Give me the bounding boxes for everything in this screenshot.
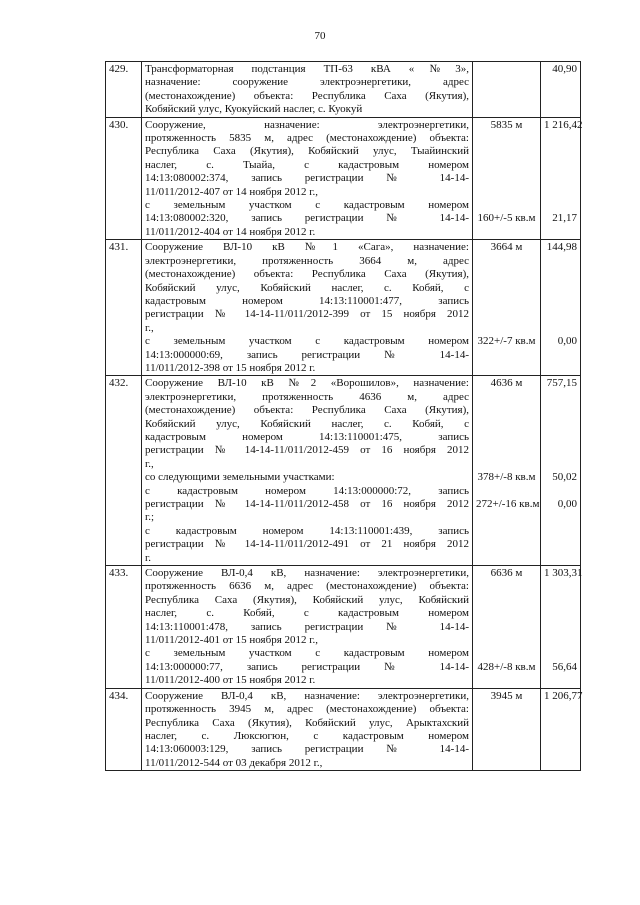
extent-value: [476, 431, 537, 444]
extent-value: [476, 172, 537, 185]
description-line: регистрации № 14-14-11/011/2012-459 от 16 ноября 2012: [145, 444, 469, 457]
cost-value: [544, 186, 577, 199]
extent-value: [476, 485, 537, 498]
extent-value: [476, 458, 537, 471]
table-row: [106, 688, 581, 770]
extent-value: [476, 607, 537, 620]
extent-value: [476, 730, 537, 743]
value-cell: [541, 117, 581, 240]
extent-value: [476, 743, 537, 756]
description-line: 11/011/2012-400 от 15 ноября 2012 г.: [145, 674, 316, 687]
description-line: Сооружение, назначение: электроэнергетики,: [145, 118, 469, 131]
extent-value: [476, 391, 537, 404]
cost-value: [544, 145, 577, 158]
cost-value: 1 216,42: [544, 118, 583, 131]
description-line: Республика Саха (Якутия), Кобяйский улус, Тыайинский: [145, 145, 469, 158]
extent-value: [476, 132, 537, 145]
row-number: 433.: [106, 566, 142, 689]
cost-value: 0,00: [557, 335, 577, 348]
description-line: Кобяйский улус, Куокуйский наслег, с. Куокуй: [145, 103, 363, 116]
cost-value: [544, 404, 577, 417]
description-line: регистрации № 14-14-11/011/2012-491 от 21 ноября 2012: [145, 538, 469, 551]
description-line: наслег, с. Тыайа, с кадастровым номером: [145, 158, 469, 171]
extent-value: [476, 295, 537, 308]
extent-value: [476, 717, 537, 730]
cost-value: [544, 647, 577, 660]
extent-value: [476, 404, 537, 417]
description-line: Сооружение ВЛ-0,4 кВ, назначение: электроэнергетики,: [145, 567, 469, 580]
extent-value: [476, 199, 537, 212]
description-line: (местонахождение) объекта: Республика Саха (Якутия),: [145, 89, 469, 102]
value-cell: [541, 62, 581, 118]
description-line: г.,: [145, 321, 154, 334]
cost-value: [544, 159, 577, 172]
description-line: 11/011/2012-544 от 03 декабря 2012 г.,: [145, 756, 323, 769]
extent-value: [476, 757, 537, 770]
cost-value: 0,00: [557, 498, 577, 510]
description-line: электроэнергетики, протяженность 4636 м, адрес: [145, 390, 469, 403]
extent-value: [476, 186, 537, 199]
description-line: г.,: [145, 457, 154, 470]
description-line: кадастровым номером 14:13:110001:477, запись: [145, 294, 469, 307]
cost-value: [544, 538, 577, 551]
object-description: [142, 62, 473, 118]
extent-value: [476, 552, 537, 565]
description-line: с земельным участком с кадастровым номером: [145, 647, 469, 660]
cost-value: [544, 458, 577, 471]
description-line: регистрации № 14-14-11/011/2012-458 от 16 ноября 2012: [145, 498, 469, 510]
extent-cell: [473, 566, 541, 689]
description-line: Трансформаторная подстанция ТП-63 кВА «№3»,: [145, 63, 469, 75]
cost-value: [544, 674, 577, 687]
table-row: [106, 62, 581, 118]
value-cell: [541, 688, 581, 770]
cost-value: 21,17: [552, 212, 577, 225]
cost-value: 50,02: [552, 471, 577, 484]
description-line: с кадастровым номером 14:13:000000:72, запись: [145, 484, 469, 497]
cost-value: [544, 703, 577, 716]
cost-value: [544, 295, 577, 308]
cost-value: [544, 607, 577, 620]
extent-value: [476, 268, 537, 281]
cost-value: [544, 485, 577, 498]
description-line: г.;: [145, 511, 155, 524]
extent-value: [476, 145, 537, 158]
description-line: с земельным участком с кадастровым номером: [145, 199, 469, 212]
object-description: [142, 566, 473, 689]
extent-value: 272+/-16 кв.м: [476, 498, 540, 510]
table-row: [106, 376, 581, 566]
cost-value: [544, 349, 577, 362]
extent-value: [476, 634, 537, 647]
row-number: 429.: [106, 62, 142, 118]
cost-value: [544, 391, 577, 404]
value-cell: [541, 240, 581, 376]
extent-value: 428+/-8 кв.м: [477, 660, 536, 673]
description-line: с кадастровым номером 14:13:110001:439, запись: [145, 524, 469, 537]
extent-cell: [473, 117, 541, 240]
extent-value: [476, 511, 537, 524]
description-line: (местонахождение) объекта: Республика Саха (Якутия),: [145, 404, 469, 417]
cost-value: [544, 634, 577, 647]
description-line: протяженность 3945 м, адрес (местонахождение) объекта:: [145, 703, 469, 716]
cost-value: 757,15: [546, 377, 577, 390]
row-number: 434.: [106, 688, 142, 770]
cost-value: [544, 525, 577, 538]
property-register-table: [105, 61, 581, 771]
cost-value: [544, 226, 577, 239]
cost-value: [544, 362, 577, 375]
description-line: 11/011/2012-401 от 15 ноября 2012 г.,: [145, 634, 319, 647]
cost-value: [544, 199, 577, 212]
description-line: Сооружение ВЛ-10 кВ №1 «Сага», назначение:: [145, 241, 469, 254]
cost-value: [544, 172, 577, 185]
object-description: [142, 117, 473, 240]
cost-value: [544, 322, 577, 335]
extent-value: 160+/-5 кв.м: [477, 212, 536, 225]
description-line: Сооружение ВЛ-10 кВ №2 «Ворошилов», назначение:: [145, 377, 469, 390]
extent-value: [476, 647, 537, 660]
extent-value: 322+/-7 кв.м: [477, 335, 536, 348]
extent-value: [476, 674, 537, 687]
cost-value: [544, 431, 577, 444]
cost-value: [544, 418, 577, 431]
extent-cell: [473, 62, 541, 118]
row-number: 432.: [106, 376, 142, 566]
table-row: [106, 240, 581, 376]
description-line: 11/011/2012-398 от 15 ноября 2012 г.: [145, 361, 316, 374]
object-description: [142, 688, 473, 770]
extent-cell: [473, 688, 541, 770]
cost-value: [544, 511, 577, 524]
cost-value: 1 206,77: [544, 689, 583, 702]
extent-value: [476, 255, 537, 268]
description-line: протяженность 6636 м, адрес (местонахождение) объекта:: [145, 580, 469, 593]
extent-value: [476, 418, 537, 431]
cost-value: [544, 444, 577, 457]
description-line: регистрации № 14-14-11/011/2012-399 от 15 ноября 2012: [145, 308, 469, 321]
extent-value: [476, 282, 537, 295]
extent-value: [476, 159, 537, 172]
description-line: наслег, с. Кобяй, с кадастровым номером: [145, 607, 469, 620]
description-line: Сооружение ВЛ-0,4 кВ, назначение: электроэнергетики,: [145, 689, 469, 702]
table-row: [106, 566, 581, 689]
cost-value: [544, 132, 577, 145]
row-number: 430.: [106, 117, 142, 240]
description-line: Республика Саха (Якутия), Кобяйский улус, Арыктахский: [145, 716, 469, 729]
value-cell: [541, 376, 581, 566]
extent-value: [476, 63, 537, 76]
cost-value: 144,98: [546, 241, 577, 254]
extent-value: [476, 580, 537, 593]
description-line: 11/011/2012-407 от 14 ноября 2012 г.,: [145, 185, 319, 198]
description-line: 14:13:110001:478, запись регистрации № 14-14-: [145, 620, 469, 633]
cost-value: [544, 743, 577, 756]
row-number: 431.: [106, 240, 142, 376]
extent-cell: [473, 376, 541, 566]
description-line: 14:13:080002:320, запись регистрации № 14-14-: [145, 212, 469, 225]
table-row: [106, 117, 581, 240]
extent-value: [476, 594, 537, 607]
description-line: наслег, с. Люксюгюн, с кадастровым номером: [145, 729, 469, 742]
extent-value: [476, 538, 537, 551]
extent-value: 5835 м: [490, 118, 523, 131]
cost-value: [544, 580, 577, 593]
description-line: 14:13:000000:69, запись регистрации № 14-14-: [145, 348, 469, 361]
description-line: Кобяйский улус, Кобяйский наслег, с. Кобяй, с: [145, 417, 469, 430]
extent-value: [476, 703, 537, 716]
description-line: электроэнергетики, протяженность 3664 м, адрес: [145, 254, 469, 267]
cost-value: [544, 552, 577, 565]
object-description: [142, 240, 473, 376]
cost-value: [544, 255, 577, 268]
extent-value: [476, 444, 537, 457]
extent-value: 3664 м: [490, 241, 523, 254]
description-line: 14:13:000000:77, запись регистрации № 14-14-: [145, 660, 469, 673]
extent-value: [476, 322, 537, 335]
extent-value: [476, 308, 537, 321]
extent-value: [476, 349, 537, 362]
cost-value: [544, 282, 577, 295]
register-table-body: [106, 62, 581, 771]
description-line: с земельным участком с кадастровым номером: [145, 335, 469, 348]
description-line: (местонахождение) объекта: Республика Саха (Якутия),: [145, 268, 469, 281]
cost-value: [544, 730, 577, 743]
description-line: 14:13:060003:129, запись регистрации № 14-14-: [145, 743, 469, 756]
page-number: 70: [314, 30, 326, 42]
description-line: кадастровым номером 14:13:110001:475, запись: [145, 430, 469, 443]
description-line: протяженность 5835 м, адрес (местонахождение) объекта:: [145, 132, 469, 145]
description-line: Кобяйский улус, Кобяйский наслег, с. Кобяй, с: [145, 281, 469, 294]
extent-value: 3945 м: [490, 689, 523, 702]
extent-value: [476, 525, 537, 538]
value-cell: [541, 566, 581, 689]
extent-value: [476, 226, 537, 239]
cost-value: [544, 308, 577, 321]
extent-value: 4636 м: [490, 377, 523, 390]
extent-value: 6636 м: [490, 567, 523, 580]
cost-value: 1 303,31: [544, 567, 583, 580]
description-line: со следующими земельными участками:: [145, 471, 335, 484]
description-line: г.: [145, 551, 152, 564]
cost-value: [544, 717, 577, 730]
cost-value: [544, 594, 577, 607]
cost-value: [544, 268, 577, 281]
description-line: 14:13:080002:374, запись регистрации № 14-14-: [145, 172, 469, 185]
cost-value: [544, 757, 577, 770]
description-line: назначение: сооружение электроэнергетики, адрес: [145, 76, 469, 89]
cost-value: [544, 621, 577, 634]
extent-cell: [473, 240, 541, 376]
cost-value: 40,90: [552, 63, 577, 75]
description-line: Республика Саха (Якутия), Кобяйский улус, Кобяйский: [145, 593, 469, 606]
description-line: 11/011/2012-404 от 14 ноября 2012 г.: [145, 225, 316, 238]
cost-value: 56,64: [552, 660, 577, 673]
object-description: [142, 376, 473, 566]
extent-value: 378+/-8 кв.м: [477, 471, 536, 484]
extent-value: [476, 621, 537, 634]
extent-value: [476, 362, 537, 375]
